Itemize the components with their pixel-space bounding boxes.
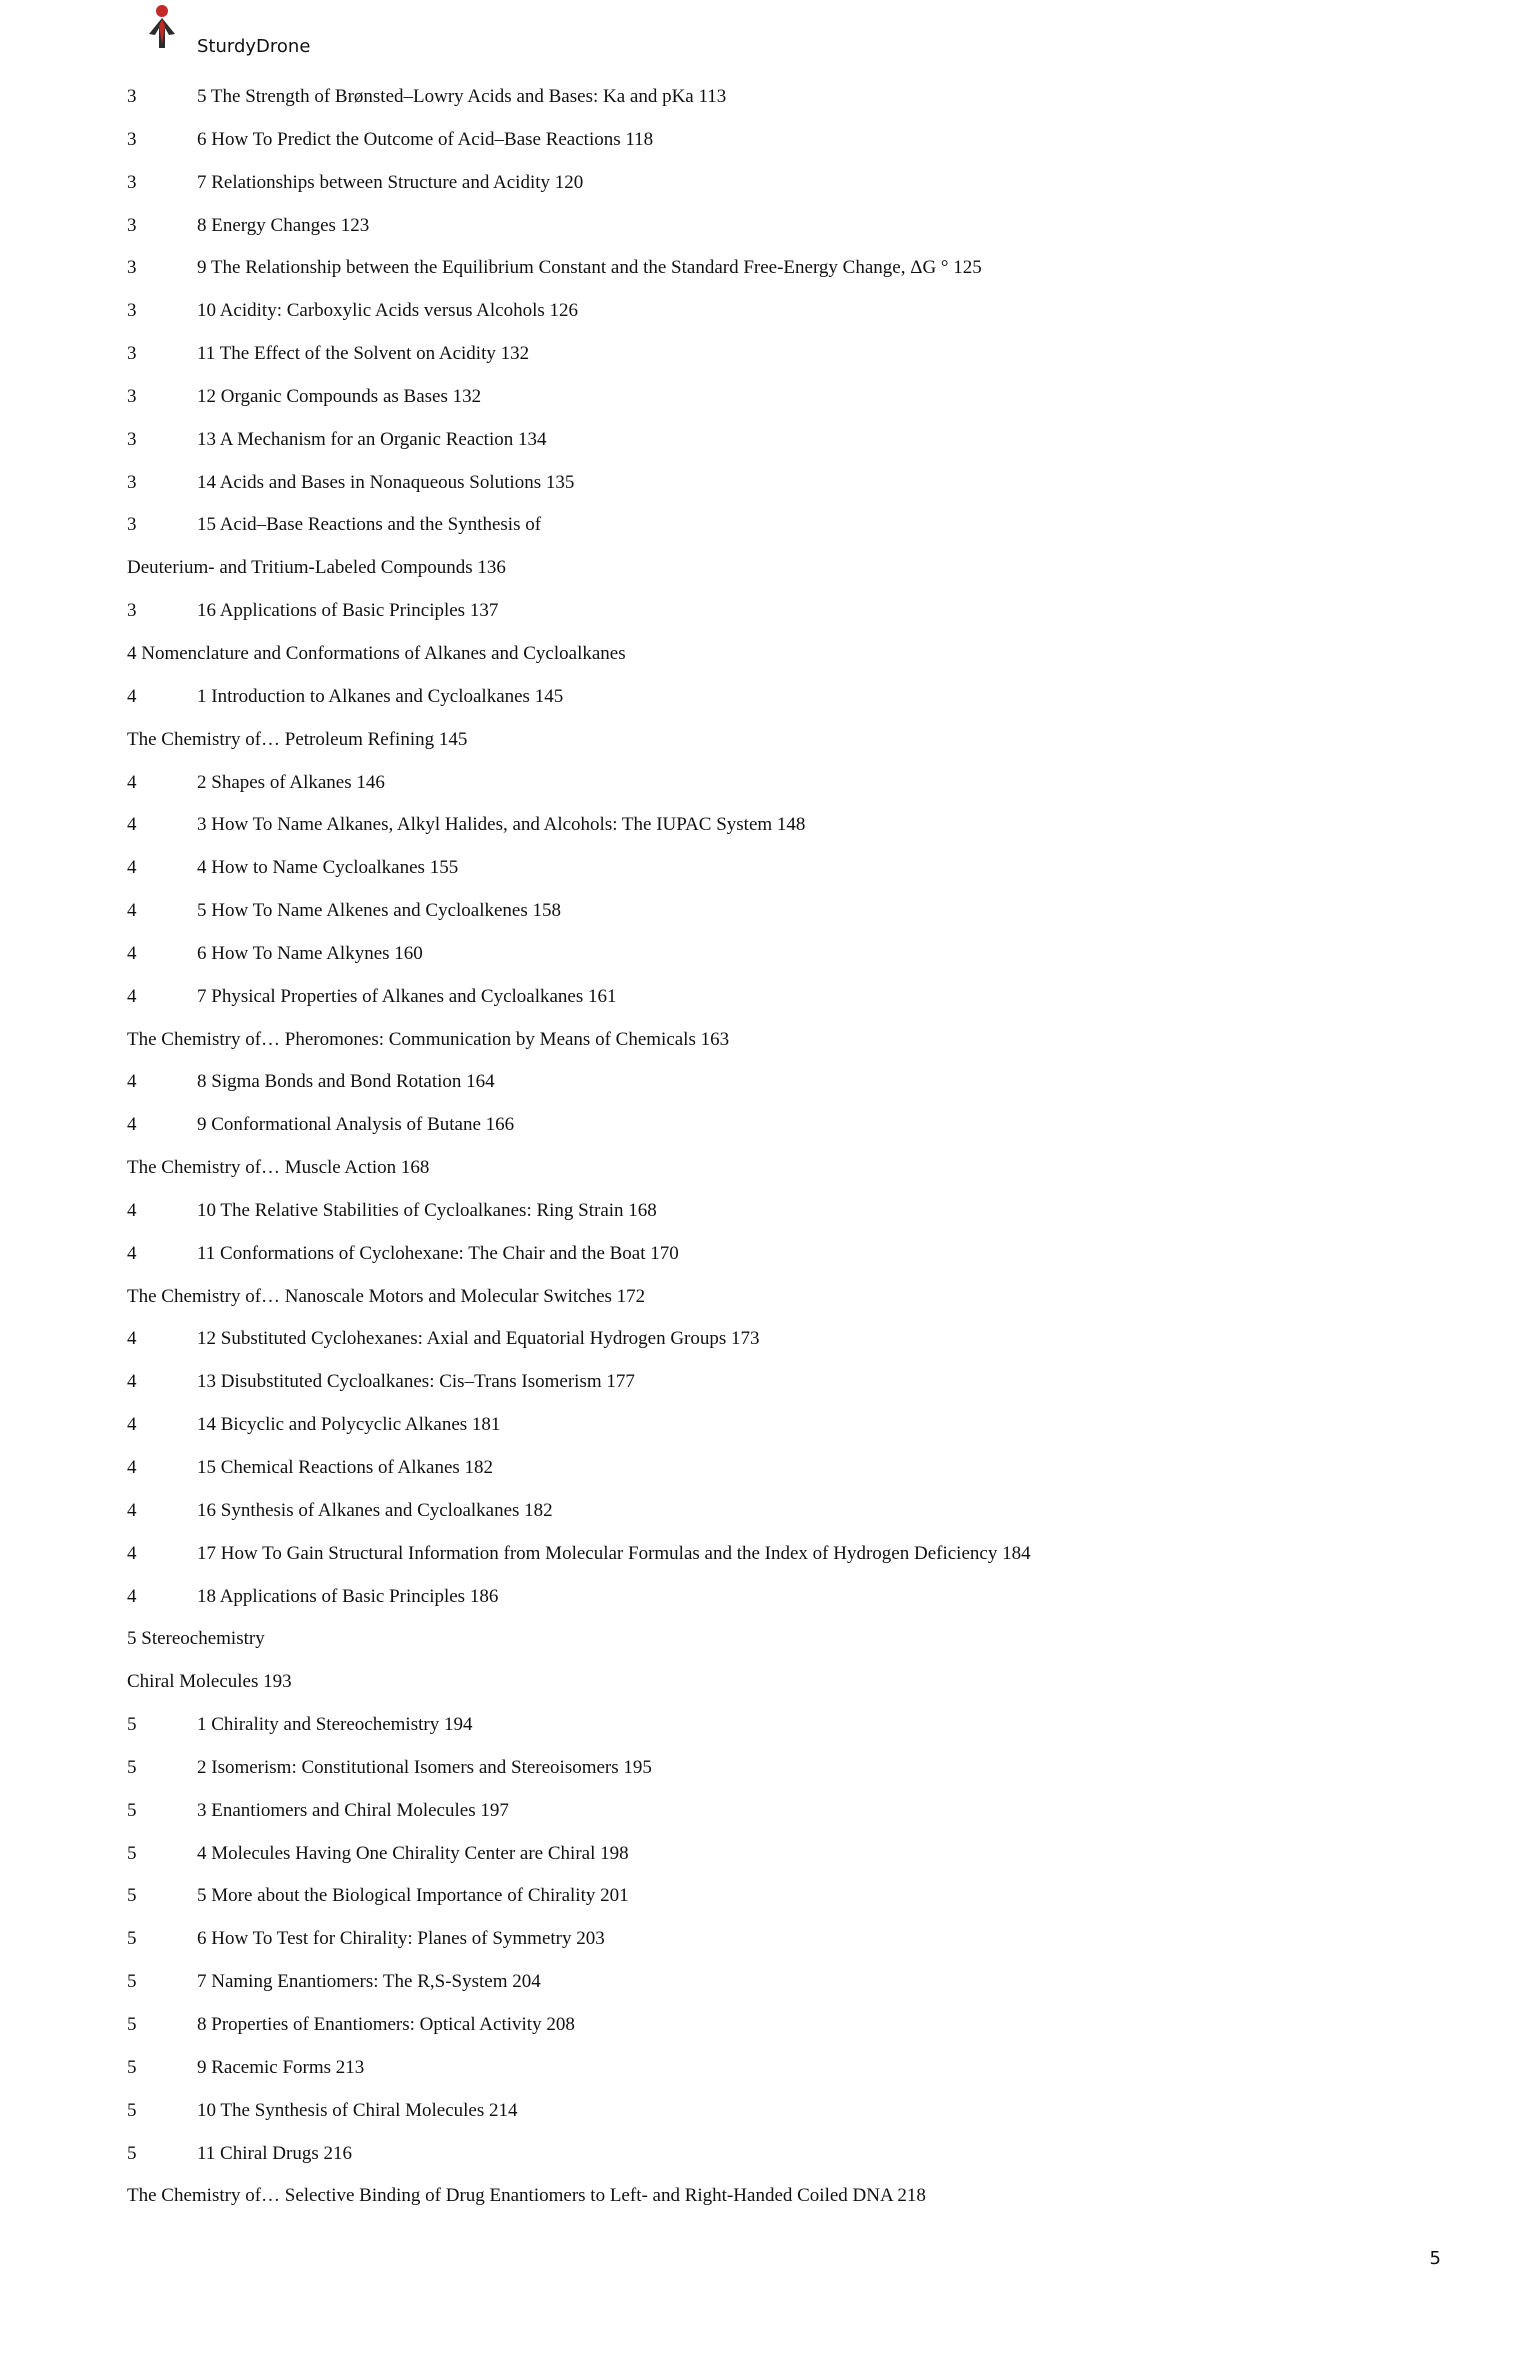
toc-entry-title: 6 How To Predict the Outcome of Acid–Base Reactions 118 — [197, 128, 654, 150]
toc-entry — [127, 726, 1427, 769]
toc-chapter-number: 5 — [127, 2056, 137, 2078]
toc-entry — [127, 2140, 1427, 2183]
toc-chapter-number: 4 — [127, 1114, 137, 1136]
toc-entry-title: 18 Applications of Basic Principles 186 — [197, 1585, 499, 1607]
toc-chapter-number: 3 — [127, 86, 137, 107]
toc-entry — [127, 1711, 1427, 1754]
toc-entry-title: The Chemistry of… Selective Binding of Drug Enantiomers to Left- and Right-Handed Coiled DNA 218 — [127, 2185, 926, 2207]
toc-chapter-number: 4 — [127, 685, 137, 707]
toc-entry-title: 8 Properties of Enantiomers: Optical Activity 208 — [197, 2013, 575, 2035]
toc-chapter-number: 5 — [127, 1842, 137, 1864]
toc-entry — [127, 426, 1427, 469]
toc-entry — [127, 126, 1427, 169]
toc-entry-title: 1 Introduction to Alkanes and Cycloalkanes 145 — [197, 685, 564, 707]
toc-entry — [127, 1583, 1427, 1626]
toc-entry-title: 6 How To Name Alkynes 160 — [197, 942, 423, 964]
toc-chapter-number: 5 — [127, 1971, 137, 1993]
toc-entry — [127, 1111, 1427, 1154]
toc-entry — [127, 940, 1427, 983]
toc-entry — [127, 83, 1427, 126]
toc-entry-title: The Chemistry of… Muscle Action 168 — [127, 1157, 430, 1179]
toc-chapter-number: 3 — [127, 257, 137, 279]
toc-entry-title: The Chemistry of… Petroleum Refining 145 — [127, 728, 468, 750]
toc-entry-title: 3 How To Name Alkanes, Alkyl Halides, and Alcohols: The IUPAC System 148 — [197, 814, 806, 836]
toc-chapter-number: 5 — [127, 1756, 137, 1778]
toc-entry-title: 13 A Mechanism for an Organic Reaction 134 — [197, 428, 547, 450]
toc-entry — [127, 554, 1427, 597]
toc-entry — [127, 1882, 1427, 1925]
toc-chapter-number: 3 — [127, 300, 137, 322]
toc-chapter-number: 5 — [127, 1714, 137, 1736]
table-of-contents — [127, 83, 1427, 2225]
toc-entry — [127, 1368, 1427, 1411]
toc-entry — [127, 1754, 1427, 1797]
toc-entry-title: 11 The Effect of the Solvent on Acidity 132 — [197, 343, 530, 365]
toc-chapter-number: 4 — [127, 1371, 137, 1393]
toc-chapter-number: 5 — [127, 1799, 137, 1821]
toc-entry — [127, 1925, 1427, 1968]
toc-entry-title: 17 How To Gain Structural Information from Molecular Formulas and the Index of Hydrogen Deficiency 184 — [197, 1542, 1031, 1564]
toc-entry — [127, 1325, 1427, 1368]
toc-entry — [127, 1625, 1427, 1668]
toc-entry — [127, 254, 1427, 297]
toc-entry — [127, 811, 1427, 854]
toc-entry — [127, 597, 1427, 640]
toc-entry — [127, 1668, 1427, 1711]
toc-entry — [127, 1454, 1427, 1497]
toc-entry — [127, 983, 1427, 1026]
toc-chapter-number: 4 — [127, 814, 137, 836]
toc-entry-title: 5 The Strength of Brønsted–Lowry Acids and Bases: Ka and pKa 113 — [197, 86, 727, 107]
toc-entry — [127, 1240, 1427, 1283]
toc-entry-title: 1 Chirality and Stereochemistry 194 — [197, 1714, 473, 1736]
toc-chapter-number: 4 — [127, 1199, 137, 1221]
toc-chapter-number: 4 — [127, 771, 137, 793]
toc-chapter-number: 4 — [127, 1457, 137, 1478]
toc-entry-title: 3 Enantiomers and Chiral Molecules 197 — [197, 1799, 509, 1821]
toc-entry — [127, 1026, 1427, 1069]
toc-entry — [127, 383, 1427, 426]
page-number: 5 — [1429, 2248, 1441, 2269]
toc-entry — [127, 769, 1427, 812]
toc-chapter-number: 3 — [127, 514, 137, 536]
toc-chapter-number: 4 — [127, 942, 137, 964]
toc-entry-title: 7 Naming Enantiomers: The R,S-System 204 — [197, 1971, 541, 1993]
toc-entry — [127, 1411, 1427, 1454]
toc-entry-title: 8 Sigma Bonds and Bond Rotation 164 — [197, 1071, 495, 1093]
toc-chapter-number: 3 — [127, 128, 137, 150]
toc-entry — [127, 1197, 1427, 1240]
toc-entry — [127, 897, 1427, 940]
toc-chapter-number: 3 — [127, 600, 137, 622]
toc-entry — [127, 1283, 1427, 1326]
toc-entry-title: 14 Acids and Bases in Nonaqueous Solutions 135 — [197, 471, 575, 493]
toc-entry-title: 8 Energy Changes 123 — [197, 214, 370, 236]
toc-entry-title: 4 How to Name Cycloalkanes 155 — [197, 857, 459, 879]
toc-chapter-number: 3 — [127, 343, 137, 365]
toc-chapter-number: 5 — [127, 2142, 137, 2164]
toc-entry-title: The Chemistry of… Nanoscale Motors and Molecular Switches 172 — [127, 1285, 646, 1307]
toc-entry-title: 16 Applications of Basic Principles 137 — [197, 600, 499, 622]
toc-entry-title: 7 Relationships between Structure and Acidity 120 — [197, 171, 584, 193]
toc-chapter-number: 4 — [127, 1585, 137, 1607]
toc-chapter-number: 5 — [127, 1885, 137, 1907]
toc-chapter-number: 5 — [127, 1928, 137, 1950]
toc-entry-title: Chiral Molecules 193 — [127, 1671, 292, 1693]
toc-entry-title: 7 Physical Properties of Alkanes and Cycloalkanes 161 — [197, 985, 617, 1007]
toc-entry — [127, 1797, 1427, 1840]
toc-entry-title: 5 Stereochemistry — [127, 1628, 265, 1650]
toc-entry-title: 11 Chiral Drugs 216 — [197, 2142, 352, 2164]
toc-entry-title: 11 Conformations of Cyclohexane: The Chair and the Boat 170 — [197, 1242, 679, 1264]
toc-entry — [127, 854, 1427, 897]
toc-entry — [127, 1154, 1427, 1197]
toc-entry-title: 2 Isomerism: Constitutional Isomers and Stereoisomers 195 — [197, 1756, 652, 1778]
toc-entry — [127, 2182, 1427, 2225]
toc-entry — [127, 1068, 1427, 1111]
toc-entry-title: The Chemistry of… Pheromones: Communication by Means of Chemicals 163 — [127, 1028, 730, 1050]
toc-entry — [127, 1497, 1427, 1540]
toc-chapter-number: 4 — [127, 857, 137, 879]
toc-entry — [127, 169, 1427, 212]
toc-chapter-number: 4 — [127, 1499, 137, 1521]
toc-chapter-number: 4 — [127, 1071, 137, 1093]
toc-chapter-number: 3 — [127, 471, 137, 493]
toc-entry — [127, 297, 1427, 340]
toc-chapter-number: 4 — [127, 1414, 137, 1436]
toc-entry-title: 10 The Synthesis of Chiral Molecules 214 — [197, 2099, 518, 2121]
toc-chapter-number: 3 — [127, 171, 137, 193]
sturdydrone-logo-icon — [145, 4, 179, 52]
toc-entry — [127, 1840, 1427, 1883]
toc-entry-title: 15 Acid–Base Reactions and the Synthesis of — [197, 514, 542, 536]
toc-chapter-number: 4 — [127, 1328, 137, 1350]
toc-entry-title: 9 The Relationship between the Equilibrium Constant and the Standard Free-Energy Change, ΔG ° 125 — [197, 257, 982, 279]
toc-chapter-number: 4 — [127, 1542, 137, 1564]
toc-chapter-number: 4 — [127, 985, 137, 1007]
toc-entry-title: 16 Synthesis of Alkanes and Cycloalkanes 182 — [197, 1499, 553, 1521]
toc-entry — [127, 2011, 1427, 2054]
toc-chapter-number: 5 — [127, 2013, 137, 2035]
toc-entry-title: 12 Substituted Cyclohexanes: Axial and Equatorial Hydrogen Groups 173 — [197, 1328, 760, 1350]
toc-entry — [127, 212, 1427, 255]
toc-chapter-number: 4 — [127, 1242, 137, 1264]
toc-entry-title: 2 Shapes of Alkanes 146 — [197, 771, 385, 793]
toc-chapter-number: 3 — [127, 428, 137, 450]
toc-entry — [127, 2097, 1427, 2140]
toc-chapter-number: 4 — [127, 900, 137, 922]
toc-entry — [127, 2054, 1427, 2097]
toc-entry — [127, 1968, 1427, 2011]
toc-entry-title: 6 How To Test for Chirality: Planes of Symmetry 203 — [197, 1928, 605, 1950]
toc-entry-title: 4 Molecules Having One Chirality Center are Chiral 198 — [197, 1842, 629, 1864]
toc-entry-title: 5 How To Name Alkenes and Cycloalkenes 158 — [197, 900, 561, 922]
page-header — [145, 4, 545, 64]
toc-entry-title: 10 Acidity: Carboxylic Acids versus Alcohols 126 — [197, 300, 579, 322]
brand-name: SturdyDrone — [197, 36, 311, 57]
toc-entry — [127, 1540, 1427, 1583]
toc-entry-title: 5 More about the Biological Importance of Chirality 201 — [197, 1885, 629, 1907]
toc-chapter-number: 5 — [127, 2099, 137, 2121]
toc-entry — [127, 640, 1427, 683]
toc-entry-title: 9 Conformational Analysis of Butane 166 — [197, 1114, 515, 1136]
toc-entry-title: 13 Disubstituted Cycloalkanes: Cis–Trans Isomerism 177 — [197, 1371, 635, 1393]
toc-entry — [127, 683, 1427, 726]
toc-entry-title: 9 Racemic Forms 213 — [197, 2056, 365, 2078]
toc-chapter-number: 3 — [127, 214, 137, 236]
toc-entry-title: Deuterium- and Tritium-Labeled Compounds 136 — [127, 557, 506, 579]
toc-entry-title: 12 Organic Compounds as Bases 132 — [197, 385, 482, 407]
toc-entry — [127, 340, 1427, 383]
toc-entry — [127, 511, 1427, 554]
toc-entry — [127, 469, 1427, 512]
toc-entry-title: 4 Nomenclature and Conformations of Alkanes and Cycloalkanes — [127, 642, 626, 664]
toc-entry-title: 15 Chemical Reactions of Alkanes 182 — [197, 1457, 494, 1478]
toc-chapter-number: 3 — [127, 385, 137, 407]
toc-entry-title: 14 Bicyclic and Polycyclic Alkanes 181 — [197, 1414, 501, 1436]
toc-entry-title: 10 The Relative Stabilities of Cycloalkanes: Ring Strain 168 — [197, 1199, 657, 1221]
